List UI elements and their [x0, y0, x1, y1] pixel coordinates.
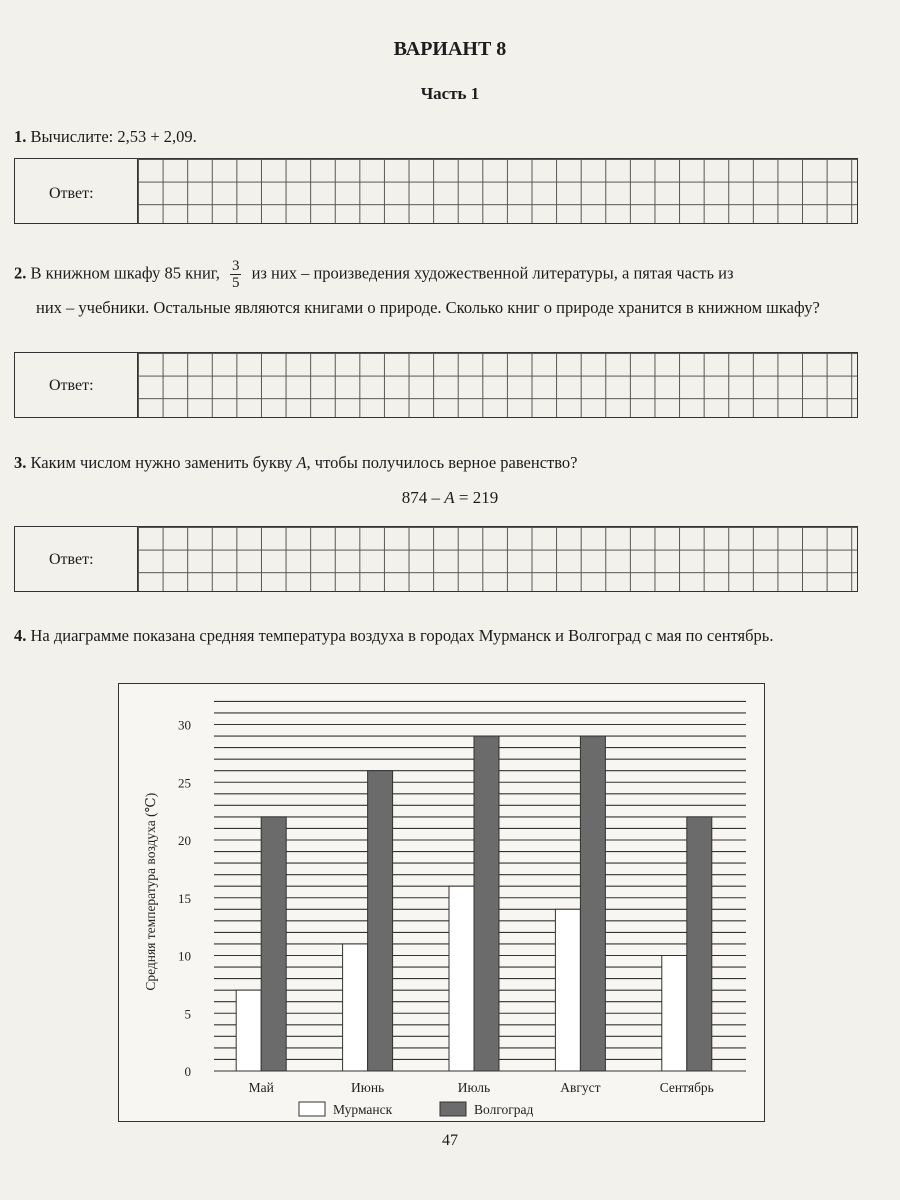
task-2	[14, 258, 856, 291]
bar-murmansk	[343, 944, 368, 1071]
y-tick-label: 15	[178, 890, 191, 906]
answer-label-3: Ответ:	[49, 551, 94, 568]
y-tick-label: 25	[178, 775, 191, 791]
bar-murmansk	[236, 990, 261, 1071]
variant-title: ВАРИАНТ 8	[393, 38, 507, 60]
answer-grid-1[interactable]	[137, 159, 857, 223]
y-tick-label: 5	[184, 1006, 191, 1022]
legend-volgograd-swatch	[440, 1102, 466, 1116]
bar-volgograd	[261, 817, 286, 1071]
x-tick-label: Сентябрь	[659, 1080, 714, 1095]
x-tick-label: Май	[248, 1080, 274, 1095]
task-2-text-c: них – учебники. Остальные являются книгами о природе. Сколько книг о природе хранится в книжном шкафу?	[36, 298, 820, 317]
x-tick-label: Июнь	[350, 1080, 385, 1095]
equation	[0, 488, 900, 508]
task-2-text-a: В книжном шкафу 85 книг,	[30, 263, 220, 283]
task-4-number: 4.	[14, 626, 27, 645]
legend-volgograd-label: Волгоград	[474, 1102, 534, 1117]
bar-volgograd	[580, 736, 605, 1071]
task-3-text-b: , чтобы получилось верное равенство?	[306, 453, 578, 472]
task-1	[14, 126, 197, 148]
task-3	[14, 452, 578, 474]
legend-murmansk-label: Мурманск	[333, 1102, 393, 1117]
equation-right: = 219	[458, 488, 499, 507]
page-number: 47	[442, 1132, 458, 1149]
answer-grid-2[interactable]	[137, 353, 857, 417]
task-4	[14, 625, 856, 647]
task-3-letter: А	[296, 453, 307, 472]
task-2-number: 2.	[14, 263, 27, 283]
temperature-chart	[118, 683, 765, 1122]
equation-left: 874 –	[401, 488, 440, 507]
answer-label-2: Ответ:	[49, 377, 94, 394]
answer-box-3	[14, 526, 858, 592]
task-1-number: 1.	[14, 127, 27, 146]
fraction-numerator: 3	[231, 258, 240, 274]
y-axis-label: Средняя температура воздуха (℃)	[143, 792, 158, 991]
bar-volgograd	[474, 736, 499, 1071]
temperature-chart-svg	[119, 684, 764, 1121]
bar-murmansk	[662, 956, 687, 1072]
answer-box-1	[14, 158, 858, 224]
y-tick-label: 30	[178, 717, 191, 733]
equation-letter: А	[444, 488, 455, 507]
task-2-text-b: из них – произведения художественной литературы, а пятая часть из	[251, 263, 734, 283]
task-2-continued	[36, 297, 856, 319]
legend-murmansk-swatch	[299, 1102, 325, 1116]
y-tick-label: 20	[178, 833, 191, 848]
bar-murmansk	[449, 886, 474, 1071]
answer-box-2	[14, 352, 858, 418]
bar-murmansk	[555, 909, 580, 1071]
task-3-number: 3.	[14, 453, 27, 472]
fraction-denominator: 5	[231, 275, 240, 291]
answer-grid-3[interactable]	[137, 527, 857, 591]
bar-volgograd	[368, 771, 393, 1071]
bar-volgograd	[687, 817, 712, 1071]
y-tick-label: 10	[178, 948, 191, 964]
part-title: Часть 1	[420, 84, 480, 103]
task-4-text: На диаграмме показана средняя температура воздуха в городах Мурманск и Волгоград с мая по сентябрь.	[30, 626, 774, 645]
y-tick-label: 0	[184, 1064, 191, 1079]
x-tick-label: Август	[560, 1080, 601, 1095]
answer-label-1: Ответ:	[49, 185, 94, 202]
x-tick-label: Июль	[457, 1080, 491, 1095]
task-3-text-a: Каким числом нужно заменить букву	[30, 453, 293, 472]
task-1-text: Вычислите: 2,53 + 2,09.	[30, 127, 197, 146]
fraction-three-fifths	[230, 258, 242, 291]
